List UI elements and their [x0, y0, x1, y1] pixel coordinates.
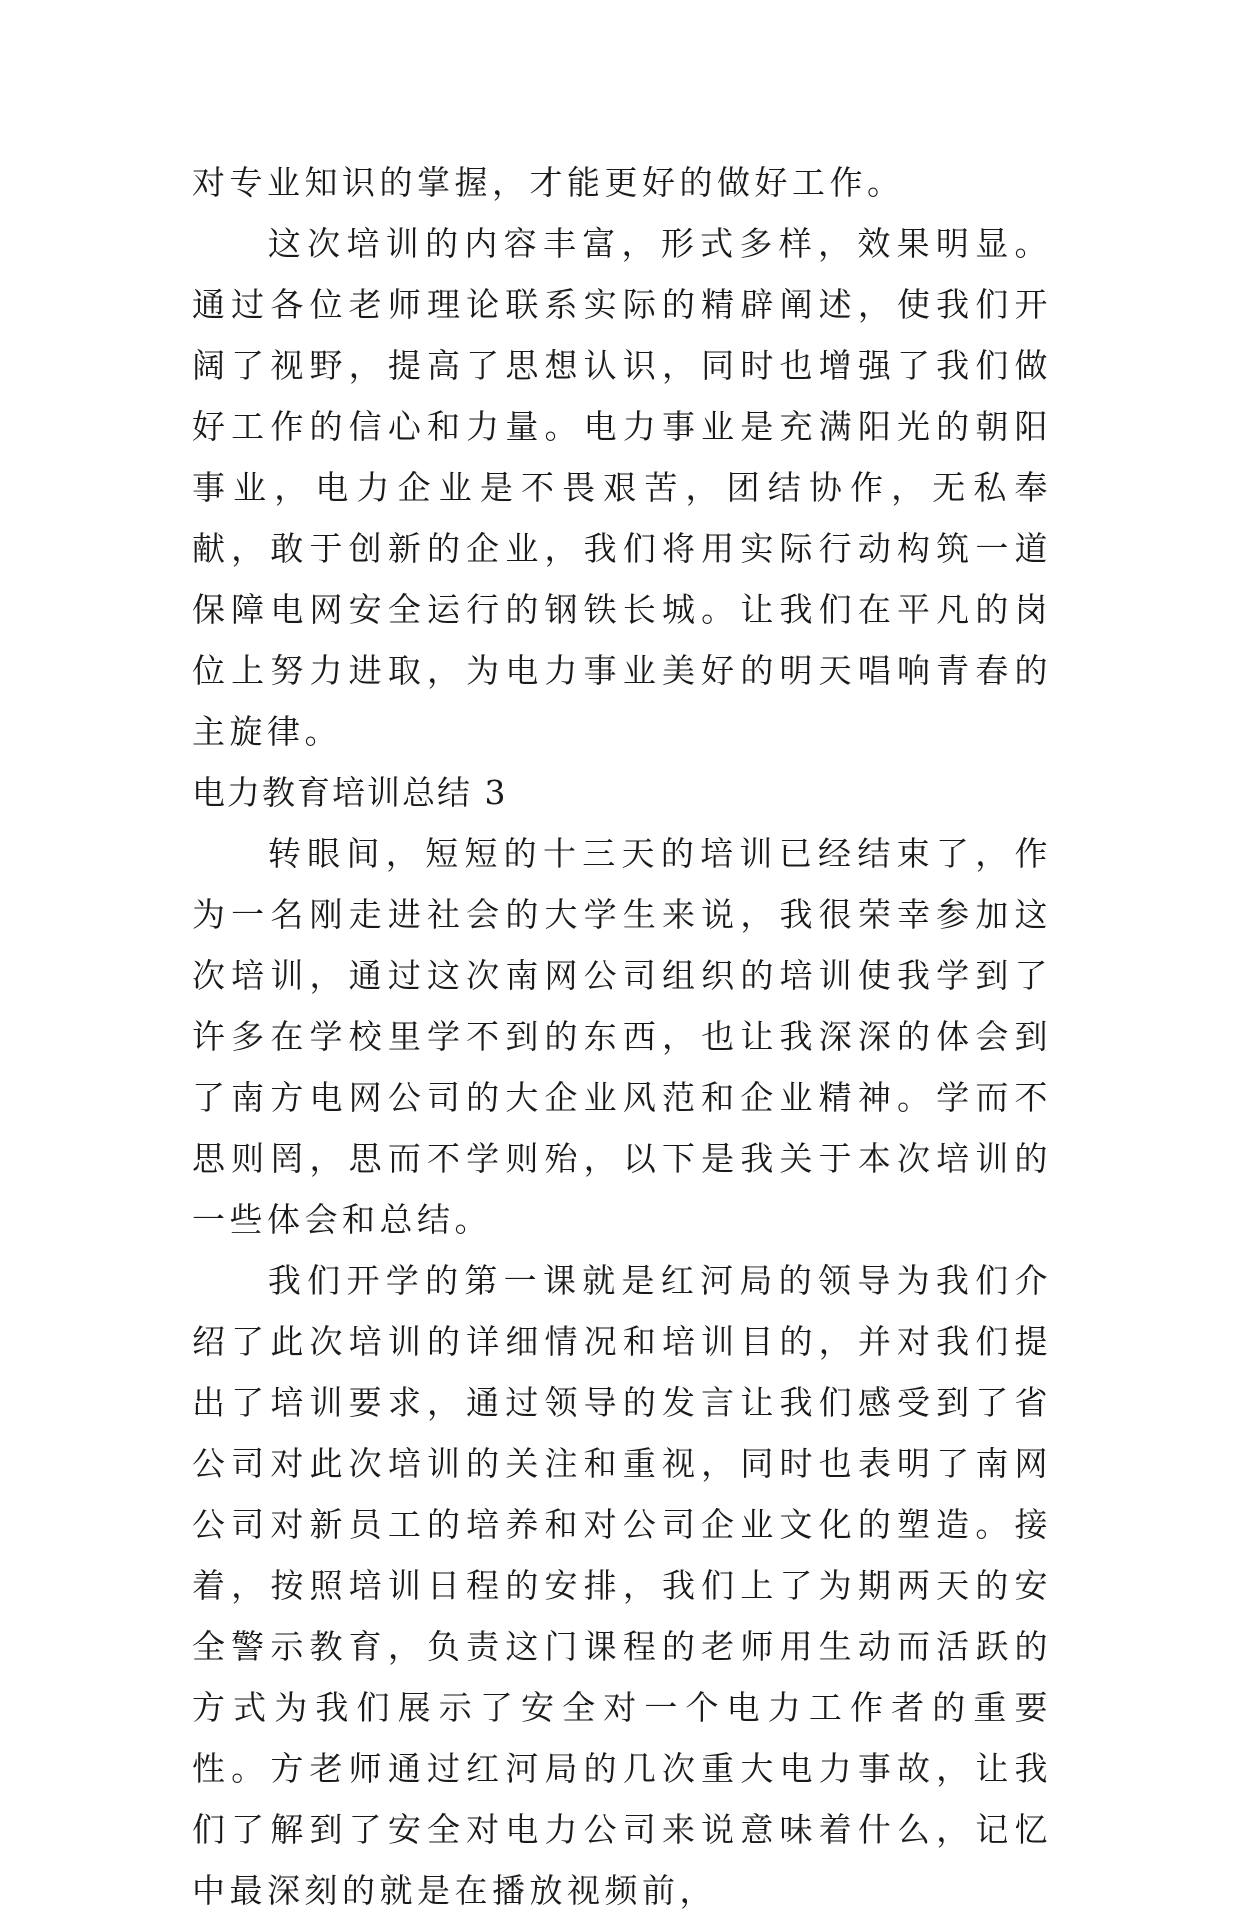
paragraph-first-lesson: 我们开学的第一课就是红河局的领导为我们介绍了此次培训的详细情况和培训目的，并对我们提出了培训要求，通过领导的发言让我们感受到了省公司对此次培训的关注和重视，同时也表明了南网公司对新员工的培养和对公司企业文化的塑造。接着，按照培训日程的安排，我们上了为期两天的安全警示教育，负责这门课程的老师用生动而活跃的方式为我们展示了安全对一个电力工作者的重要性。方老师通过红河局的几次重大电力事故，让我们了解到了安全对电力公司来说意味着什么，记忆中最深刻的就是在播放视频前， — [192, 1261, 1052, 1910]
paragraph-section-intro: 转眼间，短短的十三天的培训已经结束了，作为一名刚走进社会的大学生来说，我很荣幸参加这次培训，通过这次南网公司组织的培训使我学到了许多在学校里学不到的东西，也让我深深的体会到了南方电网公司的大企业风范和企业精神。学而不思则罔，思而不学则殆，以下是我关于本次培训的一些体会和总结。 — [192, 834, 1052, 1239]
paragraph-continuation: 对专业知识的掌握，才能更好的做好工作。 — [192, 163, 905, 202]
document-body — [192, 152, 1052, 1921]
paragraph-training-summary: 这次培训的内容丰富，形式多样，效果明显。通过各位老师理论联系实际的精辟阐述，使我们开阔了视野，提高了思想认识，同时也增强了我们做好工作的信心和力量。电力事业是充满阳光的朝阳事业，电力企业是不畏艰苦，团结协作，无私奉献，敢于创新的企业，我们将用实际行动构筑一道保障电网安全运行的钢铁长城。让我们在平凡的岗位上努力进取，为电力事业美好的明天唱响青春的主旋律。 — [192, 224, 1052, 751]
section-title: 电力教育培训总结 3 — [192, 773, 508, 812]
